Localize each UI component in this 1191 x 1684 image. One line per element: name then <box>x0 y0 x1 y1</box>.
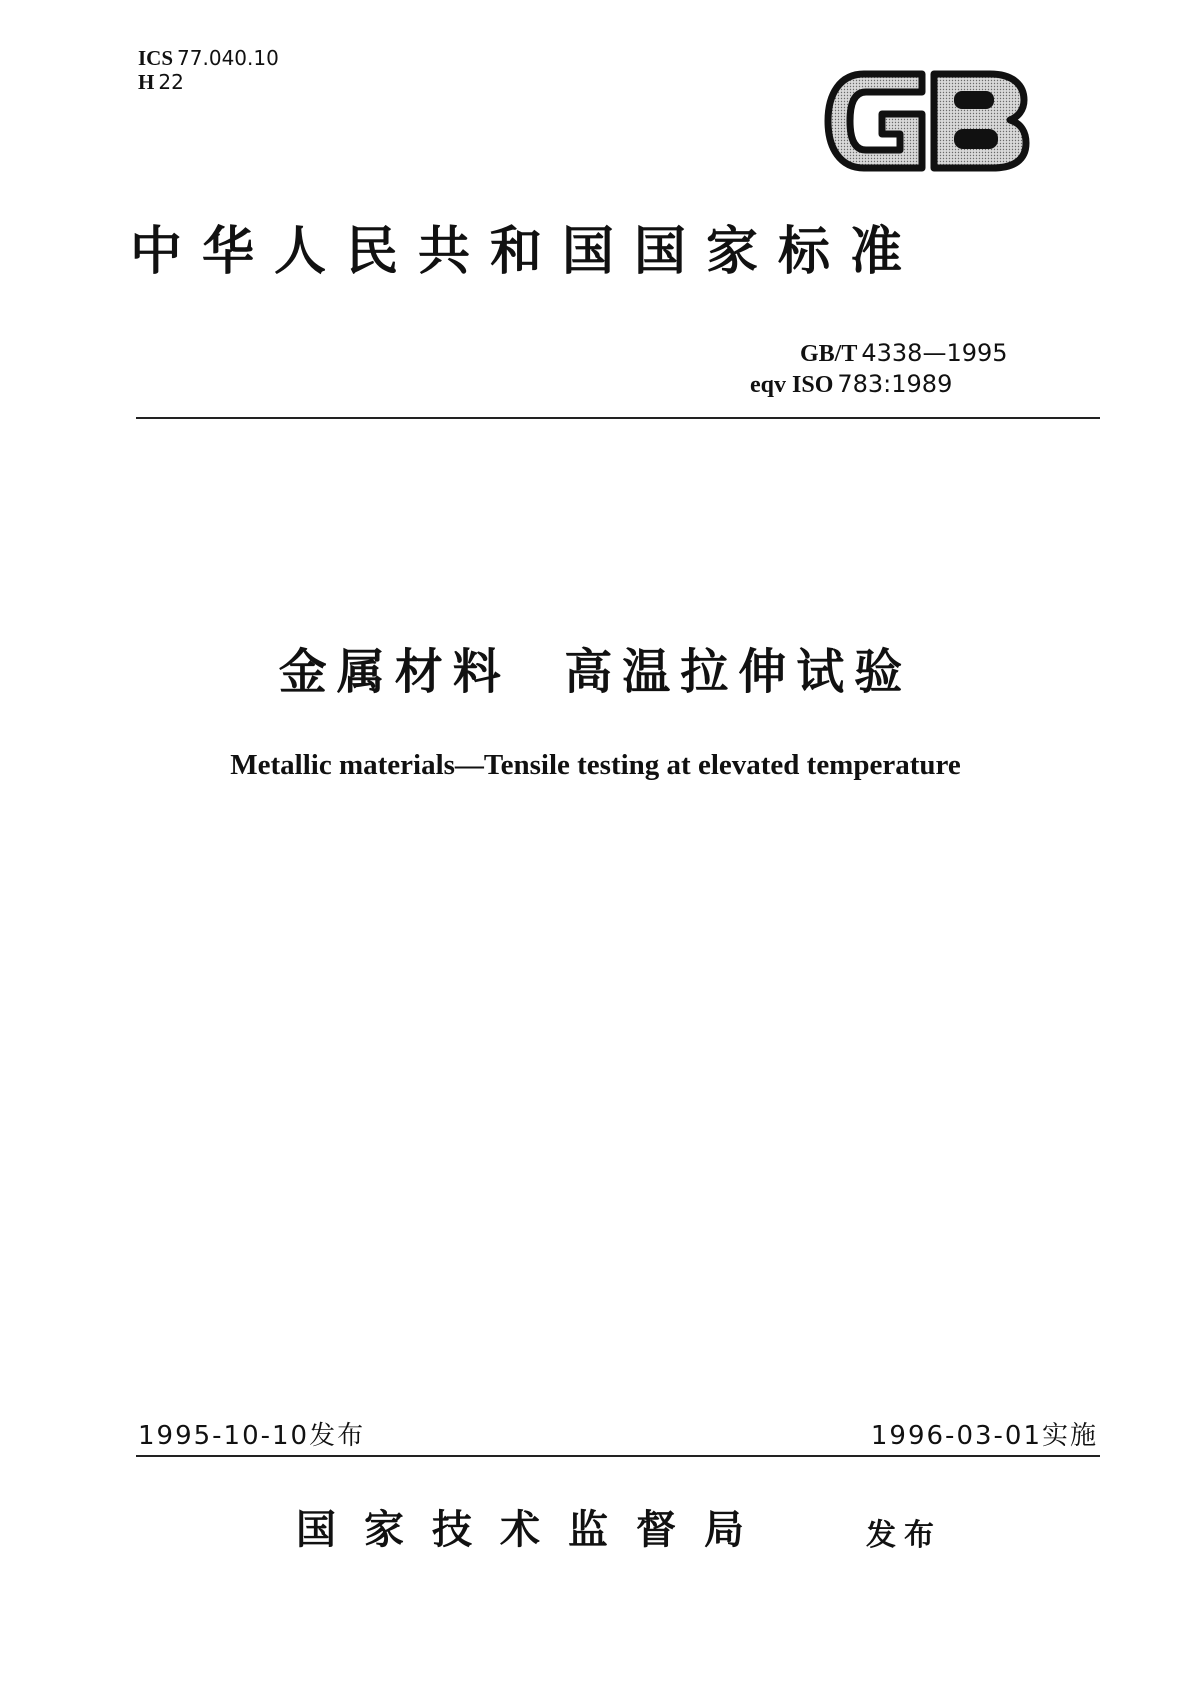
bottom-divider <box>136 1455 1100 1457</box>
standard-number: 4338—1995 <box>861 339 1008 367</box>
standard-number-block <box>750 338 1008 400</box>
top-divider <box>136 417 1100 419</box>
gb-logo-letter-b <box>934 74 1026 168</box>
implementation-date: 1996-03-01实施 <box>870 1421 1098 1451</box>
equivalence-line <box>750 369 1008 400</box>
standard-number-line <box>800 338 1008 369</box>
ccs-code-line <box>138 70 279 94</box>
publish-label: 发布 <box>866 1518 942 1553</box>
equivalence-number: 783:1989 <box>837 370 953 398</box>
chinese-title: 金属材料 高温拉伸试验 <box>278 644 913 700</box>
gb-logo-letter-g <box>828 74 922 168</box>
ccs-label: H <box>138 70 155 94</box>
issuing-authority: 国家技术监督局 <box>296 1506 772 1553</box>
gb-logo <box>822 64 1032 178</box>
issue-date: 1995-10-10发布 <box>138 1421 366 1451</box>
national-standard-heading: 中华人民共和国国家标准 <box>130 221 923 282</box>
english-title: Metallic materials—Tensile testing at elevated temperature <box>230 749 961 781</box>
ccs-code: 22 <box>158 70 184 94</box>
ics-label: ICS <box>138 46 174 70</box>
ics-code: 77.040.10 <box>177 46 279 70</box>
standard-prefix: GB/T <box>800 341 858 367</box>
equivalence-prefix: eqv ISO <box>750 372 834 398</box>
ics-code-line <box>138 46 279 70</box>
classification-codes <box>138 46 279 94</box>
